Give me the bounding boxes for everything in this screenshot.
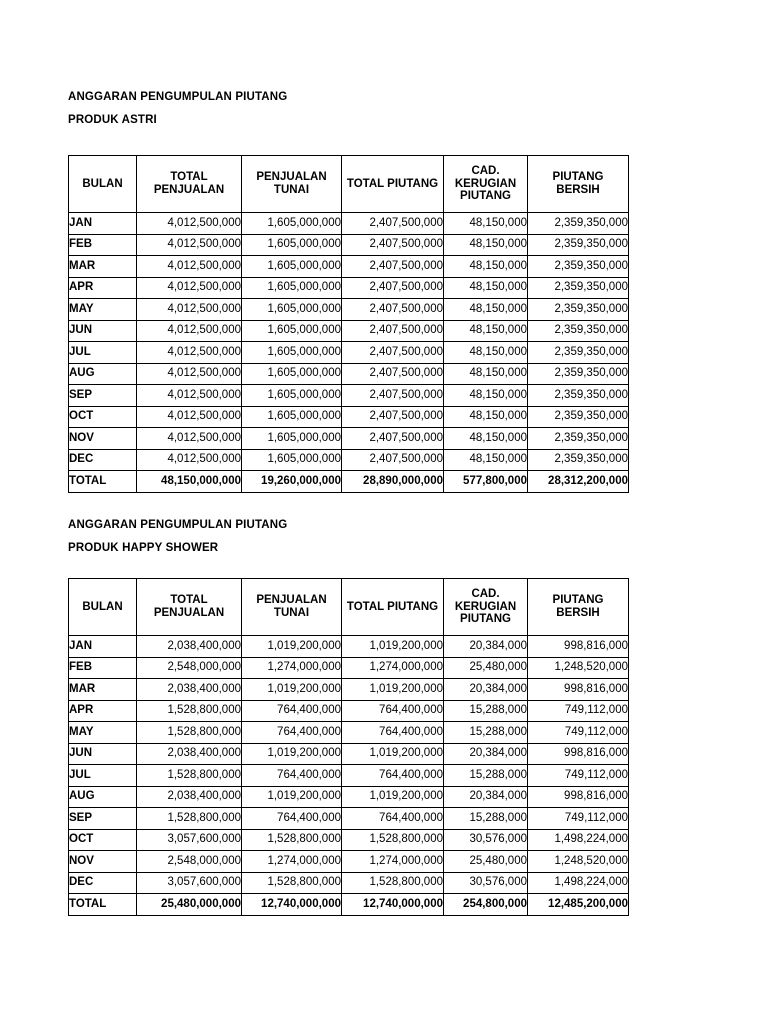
column-header-line: TUNAI bbox=[273, 607, 310, 619]
header-row bbox=[69, 579, 629, 636]
value-cell: 1,274,000,000 bbox=[342, 851, 444, 873]
total-label-cell: TOTAL bbox=[69, 471, 137, 493]
table-row bbox=[69, 829, 629, 851]
value-cell: 998,816,000 bbox=[528, 679, 629, 701]
section-1-subtitle: PRODUK ASTRI bbox=[68, 113, 157, 126]
column-header bbox=[69, 156, 137, 213]
value-cell: 28,312,200,000 bbox=[528, 471, 629, 493]
section-1-title: ANGGARAN PENGUMPULAN PIUTANG bbox=[68, 91, 288, 103]
month-cell: JUL bbox=[69, 342, 137, 364]
month-cell: DEC bbox=[69, 449, 137, 471]
value-cell: 4,012,500,000 bbox=[137, 234, 242, 256]
column-header-line: TOTAL PIUTANG bbox=[346, 600, 439, 613]
receivables-table-happy-shower bbox=[68, 578, 629, 916]
table-row bbox=[69, 256, 629, 278]
value-cell: 1,528,800,000 bbox=[242, 872, 342, 894]
value-cell: 1,605,000,000 bbox=[242, 428, 342, 450]
value-cell: 998,816,000 bbox=[528, 743, 629, 765]
table-row bbox=[69, 636, 629, 658]
column-header-line: BULAN bbox=[82, 600, 123, 613]
value-cell: 48,150,000 bbox=[444, 320, 528, 342]
value-cell: 1,605,000,000 bbox=[242, 320, 342, 342]
value-cell: 1,605,000,000 bbox=[242, 213, 342, 235]
table-row bbox=[69, 851, 629, 873]
table-row bbox=[69, 722, 629, 744]
table-body bbox=[69, 213, 629, 493]
value-cell: 2,407,500,000 bbox=[342, 213, 444, 235]
value-cell: 1,605,000,000 bbox=[242, 449, 342, 471]
section-2-table-wrapper bbox=[68, 578, 629, 916]
month-cell: MAR bbox=[69, 679, 137, 701]
value-cell: 48,150,000 bbox=[444, 428, 528, 450]
section-1-heading bbox=[68, 92, 287, 126]
column-header bbox=[342, 579, 444, 636]
value-cell: 764,400,000 bbox=[342, 700, 444, 722]
value-cell: 1,248,520,000 bbox=[528, 657, 629, 679]
value-cell: 2,359,350,000 bbox=[528, 342, 629, 364]
value-cell: 48,150,000 bbox=[444, 342, 528, 364]
month-cell: OCT bbox=[69, 829, 137, 851]
month-cell: AUG bbox=[69, 786, 137, 808]
value-cell: 1,605,000,000 bbox=[242, 234, 342, 256]
value-cell: 2,407,500,000 bbox=[342, 277, 444, 299]
value-cell: 2,407,500,000 bbox=[342, 385, 444, 407]
value-cell: 28,890,000,000 bbox=[342, 471, 444, 493]
table-row bbox=[69, 657, 629, 679]
value-cell: 1,528,800,000 bbox=[137, 700, 242, 722]
value-cell: 48,150,000 bbox=[444, 299, 528, 321]
value-cell: 2,407,500,000 bbox=[342, 256, 444, 278]
value-cell: 30,576,000 bbox=[444, 829, 528, 851]
section-2-heading bbox=[68, 520, 287, 554]
value-cell: 15,288,000 bbox=[444, 808, 528, 830]
value-cell: 764,400,000 bbox=[242, 765, 342, 787]
table-row bbox=[69, 406, 629, 428]
table-row bbox=[69, 679, 629, 701]
value-cell: 764,400,000 bbox=[242, 808, 342, 830]
value-cell: 2,407,500,000 bbox=[342, 428, 444, 450]
value-cell: 2,548,000,000 bbox=[137, 657, 242, 679]
column-header-line: PIUTANG BERSIH bbox=[552, 171, 604, 196]
value-cell: 764,400,000 bbox=[342, 808, 444, 830]
value-cell: 749,112,000 bbox=[528, 700, 629, 722]
value-cell: 1,274,000,000 bbox=[342, 657, 444, 679]
value-cell: 30,576,000 bbox=[444, 872, 528, 894]
column-header-line: PENJUALAN bbox=[153, 184, 225, 196]
value-cell: 15,288,000 bbox=[444, 765, 528, 787]
table-row bbox=[69, 299, 629, 321]
table-row bbox=[69, 385, 629, 407]
column-header-line: TOTAL bbox=[170, 171, 208, 184]
value-cell: 19,260,000,000 bbox=[242, 471, 342, 493]
table-row bbox=[69, 765, 629, 787]
column-header-line: PIUTANG bbox=[460, 613, 511, 626]
table-row bbox=[69, 363, 629, 385]
value-cell: 1,019,200,000 bbox=[242, 786, 342, 808]
month-cell: JAN bbox=[69, 213, 137, 235]
table-total-row bbox=[69, 471, 629, 493]
value-cell: 48,150,000 bbox=[444, 385, 528, 407]
value-cell: 998,816,000 bbox=[528, 786, 629, 808]
value-cell: 2,407,500,000 bbox=[342, 299, 444, 321]
value-cell: 25,480,000 bbox=[444, 851, 528, 873]
value-cell: 20,384,000 bbox=[444, 679, 528, 701]
value-cell: 1,019,200,000 bbox=[342, 743, 444, 765]
value-cell: 2,359,350,000 bbox=[528, 428, 629, 450]
month-cell: JUL bbox=[69, 765, 137, 787]
value-cell: 2,359,350,000 bbox=[528, 234, 629, 256]
value-cell: 2,359,350,000 bbox=[528, 299, 629, 321]
column-header-line: KERUGIAN bbox=[454, 177, 517, 190]
value-cell: 254,800,000 bbox=[444, 894, 528, 916]
value-cell: 20,384,000 bbox=[444, 636, 528, 658]
value-cell: 764,400,000 bbox=[342, 722, 444, 744]
table-row bbox=[69, 277, 629, 299]
value-cell: 1,528,800,000 bbox=[342, 829, 444, 851]
month-cell: JAN bbox=[69, 636, 137, 658]
value-cell: 4,012,500,000 bbox=[137, 449, 242, 471]
column-header bbox=[528, 156, 629, 213]
table-row bbox=[69, 428, 629, 450]
column-header bbox=[137, 156, 242, 213]
column-header-line: TUNAI bbox=[273, 184, 310, 196]
value-cell: 749,112,000 bbox=[528, 722, 629, 744]
value-cell: 1,528,800,000 bbox=[137, 722, 242, 744]
month-cell: JUN bbox=[69, 320, 137, 342]
value-cell: 1,605,000,000 bbox=[242, 406, 342, 428]
value-cell: 1,605,000,000 bbox=[242, 363, 342, 385]
value-cell: 3,057,600,000 bbox=[137, 829, 242, 851]
column-header bbox=[137, 579, 242, 636]
value-cell: 4,012,500,000 bbox=[137, 213, 242, 235]
month-cell: APR bbox=[69, 700, 137, 722]
value-cell: 48,150,000 bbox=[444, 256, 528, 278]
column-header-line: TOTAL PIUTANG bbox=[346, 177, 439, 190]
column-header bbox=[242, 156, 342, 213]
section-1-table-wrapper bbox=[68, 155, 629, 493]
column-header bbox=[242, 579, 342, 636]
value-cell: 4,012,500,000 bbox=[137, 406, 242, 428]
table-row bbox=[69, 449, 629, 471]
value-cell: 1,605,000,000 bbox=[242, 256, 342, 278]
column-header-line: CAD. bbox=[471, 587, 500, 600]
value-cell: 1,498,224,000 bbox=[528, 872, 629, 894]
value-cell: 15,288,000 bbox=[444, 722, 528, 744]
value-cell: 1,528,800,000 bbox=[137, 765, 242, 787]
column-header bbox=[528, 579, 629, 636]
value-cell: 48,150,000 bbox=[444, 213, 528, 235]
month-cell: DEC bbox=[69, 872, 137, 894]
table-row bbox=[69, 808, 629, 830]
value-cell: 1,019,200,000 bbox=[342, 636, 444, 658]
value-cell: 2,359,350,000 bbox=[528, 213, 629, 235]
value-cell: 3,057,600,000 bbox=[137, 872, 242, 894]
column-header-line: BULAN bbox=[82, 177, 123, 190]
value-cell: 764,400,000 bbox=[242, 700, 342, 722]
value-cell: 749,112,000 bbox=[528, 765, 629, 787]
column-header bbox=[444, 156, 528, 213]
table-total-row bbox=[69, 894, 629, 916]
value-cell: 12,740,000,000 bbox=[342, 894, 444, 916]
value-cell: 2,407,500,000 bbox=[342, 320, 444, 342]
value-cell: 48,150,000 bbox=[444, 234, 528, 256]
value-cell: 1,019,200,000 bbox=[242, 636, 342, 658]
value-cell: 12,485,200,000 bbox=[528, 894, 629, 916]
value-cell: 4,012,500,000 bbox=[137, 342, 242, 364]
table-row bbox=[69, 320, 629, 342]
value-cell: 2,359,350,000 bbox=[528, 363, 629, 385]
value-cell: 4,012,500,000 bbox=[137, 299, 242, 321]
value-cell: 764,400,000 bbox=[342, 765, 444, 787]
table-row bbox=[69, 342, 629, 364]
value-cell: 4,012,500,000 bbox=[137, 385, 242, 407]
value-cell: 48,150,000,000 bbox=[137, 471, 242, 493]
value-cell: 2,407,500,000 bbox=[342, 234, 444, 256]
value-cell: 20,384,000 bbox=[444, 786, 528, 808]
value-cell: 4,012,500,000 bbox=[137, 363, 242, 385]
value-cell: 4,012,500,000 bbox=[137, 320, 242, 342]
value-cell: 1,019,200,000 bbox=[342, 679, 444, 701]
column-header bbox=[444, 579, 528, 636]
value-cell: 2,359,350,000 bbox=[528, 385, 629, 407]
value-cell: 1,605,000,000 bbox=[242, 342, 342, 364]
value-cell: 4,012,500,000 bbox=[137, 277, 242, 299]
column-header bbox=[342, 156, 444, 213]
value-cell: 48,150,000 bbox=[444, 277, 528, 299]
column-header-line: KERUGIAN bbox=[454, 600, 517, 613]
value-cell: 48,150,000 bbox=[444, 363, 528, 385]
value-cell: 20,384,000 bbox=[444, 743, 528, 765]
table-header bbox=[69, 579, 629, 636]
value-cell: 1,528,800,000 bbox=[137, 808, 242, 830]
value-cell: 1,019,200,000 bbox=[242, 679, 342, 701]
value-cell: 2,359,350,000 bbox=[528, 320, 629, 342]
value-cell: 25,480,000,000 bbox=[137, 894, 242, 916]
value-cell: 2,359,350,000 bbox=[528, 256, 629, 278]
value-cell: 2,038,400,000 bbox=[137, 743, 242, 765]
value-cell: 1,248,520,000 bbox=[528, 851, 629, 873]
value-cell: 12,740,000,000 bbox=[242, 894, 342, 916]
column-header-line: PIUTANG BERSIH bbox=[552, 594, 604, 619]
month-cell: NOV bbox=[69, 428, 137, 450]
value-cell: 2,038,400,000 bbox=[137, 636, 242, 658]
value-cell: 998,816,000 bbox=[528, 636, 629, 658]
column-header-line: CAD. bbox=[471, 164, 500, 177]
value-cell: 2,359,350,000 bbox=[528, 449, 629, 471]
receivables-table-astri bbox=[68, 155, 629, 493]
month-cell: SEP bbox=[69, 808, 137, 830]
value-cell: 1,528,800,000 bbox=[242, 829, 342, 851]
table-body bbox=[69, 636, 629, 916]
table-row bbox=[69, 872, 629, 894]
value-cell: 15,288,000 bbox=[444, 700, 528, 722]
value-cell: 749,112,000 bbox=[528, 808, 629, 830]
value-cell: 1,274,000,000 bbox=[242, 657, 342, 679]
month-cell: OCT bbox=[69, 406, 137, 428]
value-cell: 1,498,224,000 bbox=[528, 829, 629, 851]
value-cell: 764,400,000 bbox=[242, 722, 342, 744]
month-cell: AUG bbox=[69, 363, 137, 385]
month-cell: JUN bbox=[69, 743, 137, 765]
value-cell: 2,359,350,000 bbox=[528, 406, 629, 428]
total-label-cell: TOTAL bbox=[69, 894, 137, 916]
value-cell: 2,407,500,000 bbox=[342, 363, 444, 385]
value-cell: 1,605,000,000 bbox=[242, 299, 342, 321]
column-header-line: PENJUALAN bbox=[153, 607, 225, 619]
value-cell: 1,019,200,000 bbox=[342, 786, 444, 808]
column-header-line: PIUTANG bbox=[460, 190, 511, 203]
month-cell: SEP bbox=[69, 385, 137, 407]
value-cell: 48,150,000 bbox=[444, 406, 528, 428]
table-row bbox=[69, 213, 629, 235]
column-header-line: TOTAL bbox=[170, 594, 208, 607]
value-cell: 1,605,000,000 bbox=[242, 385, 342, 407]
value-cell: 577,800,000 bbox=[444, 471, 528, 493]
value-cell: 1,019,200,000 bbox=[242, 743, 342, 765]
table-header bbox=[69, 156, 629, 213]
column-header-line: PENJUALAN bbox=[256, 594, 327, 607]
header-row bbox=[69, 156, 629, 213]
value-cell: 2,359,350,000 bbox=[528, 277, 629, 299]
value-cell: 2,548,000,000 bbox=[137, 851, 242, 873]
table-row bbox=[69, 700, 629, 722]
month-cell: FEB bbox=[69, 657, 137, 679]
value-cell: 2,407,500,000 bbox=[342, 449, 444, 471]
month-cell: APR bbox=[69, 277, 137, 299]
value-cell: 25,480,000 bbox=[444, 657, 528, 679]
value-cell: 4,012,500,000 bbox=[137, 428, 242, 450]
month-cell: MAY bbox=[69, 299, 137, 321]
value-cell: 1,528,800,000 bbox=[342, 872, 444, 894]
month-cell: MAR bbox=[69, 256, 137, 278]
column-header bbox=[69, 579, 137, 636]
value-cell: 1,274,000,000 bbox=[242, 851, 342, 873]
value-cell: 2,407,500,000 bbox=[342, 342, 444, 364]
table-row bbox=[69, 234, 629, 256]
column-header-line: PENJUALAN bbox=[256, 171, 327, 184]
value-cell: 2,038,400,000 bbox=[137, 786, 242, 808]
value-cell: 48,150,000 bbox=[444, 449, 528, 471]
month-cell: MAY bbox=[69, 722, 137, 744]
value-cell: 1,605,000,000 bbox=[242, 277, 342, 299]
month-cell: NOV bbox=[69, 851, 137, 873]
value-cell: 4,012,500,000 bbox=[137, 256, 242, 278]
value-cell: 2,407,500,000 bbox=[342, 406, 444, 428]
table-row bbox=[69, 786, 629, 808]
section-2-title: ANGGARAN PENGUMPULAN PIUTANG bbox=[68, 519, 288, 531]
table-row bbox=[69, 743, 629, 765]
section-2-subtitle: PRODUK HAPPY SHOWER bbox=[68, 541, 219, 554]
month-cell: FEB bbox=[69, 234, 137, 256]
value-cell: 2,038,400,000 bbox=[137, 679, 242, 701]
